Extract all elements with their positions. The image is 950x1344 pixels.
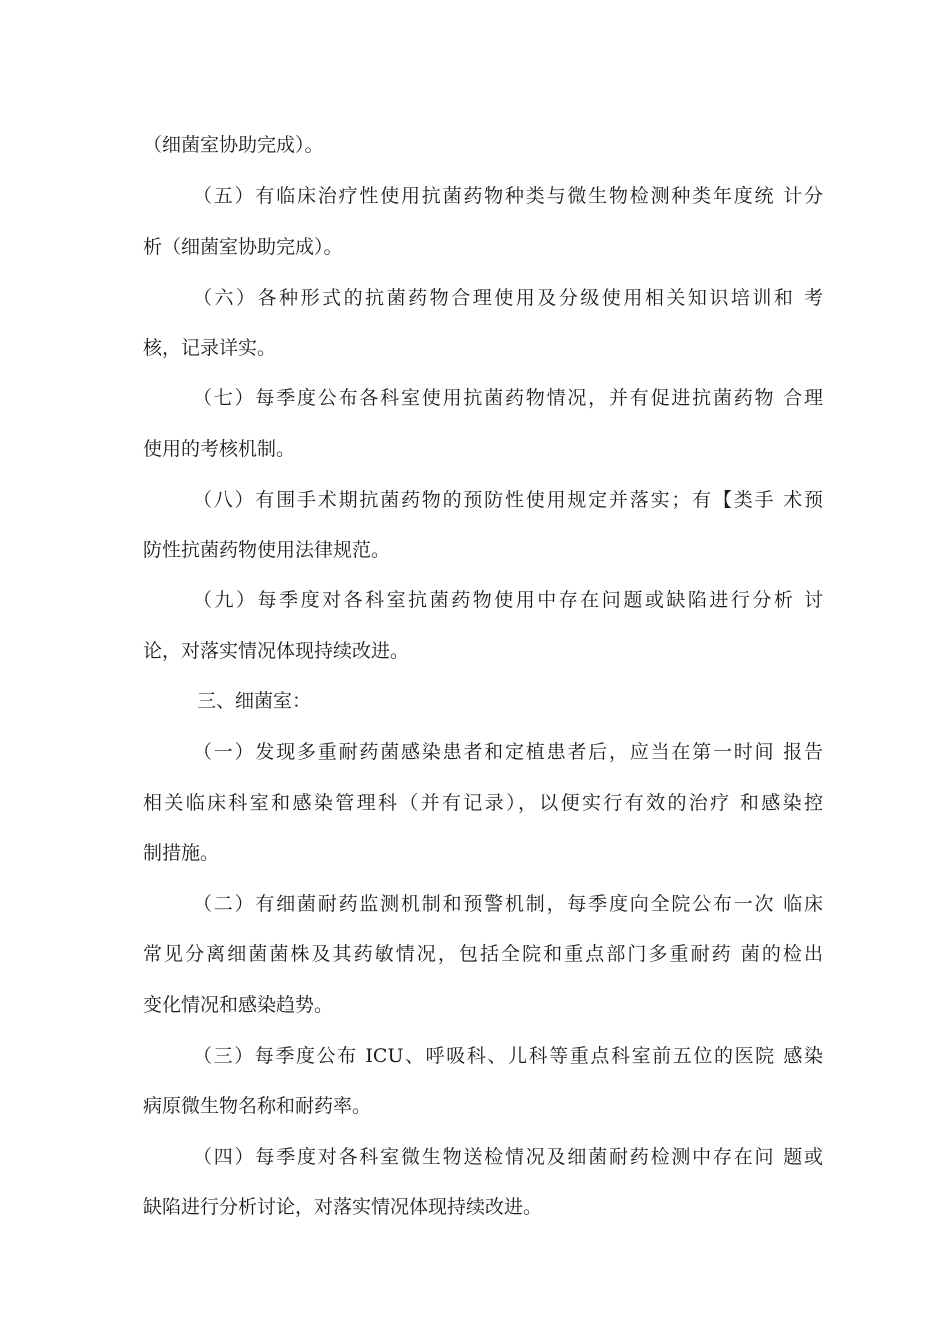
section3-item-2-line-1: （二）有细菌耐药监测机制和预警机制，每季度向全院公布一次 临床: [193, 893, 823, 915]
paragraph-7-line-2: 使用的考核机制。: [143, 438, 296, 460]
paragraph-8-line-1: （八）有围手术期抗菌药物的预防性使用规定并落实；有【类手 术预: [193, 489, 823, 511]
paragraph-9-line-1: （九）每季度对各科室抗菌药物使用中存在问题或缺陷进行分析 讨: [193, 589, 823, 611]
paragraph-7-line-1: （七）每季度公布各科室使用抗菌药物情况，并有促进抗菌药物 合理: [193, 387, 823, 409]
paragraph-5-line-1: （五）有临床治疗性使用抗菌药物种类与微生物检测种类年度统 计分: [193, 185, 823, 207]
paragraph-9-line-2: 论，对落实情况体现持续改进。: [143, 640, 410, 662]
section3-item-3-line-2: 病原微生物名称和耐药率。: [143, 1095, 372, 1117]
paragraph-6-line-2: 核，记录详实。: [143, 337, 277, 359]
section3-item-2-line-3: 变化情况和感染趋势。: [143, 994, 334, 1016]
section3-item-1-line-2: 相关临床科室和感染管理科（并有记录），以便实行有效的治疗 和感染控: [143, 792, 823, 814]
section3-item-2-line-2: 常见分离细菌菌株及其药敏情况，包括全院和重点部门多重耐药 菌的检出: [143, 943, 823, 965]
section3-item-1-line-3: 制措施。: [143, 842, 220, 864]
section3-item-4-line-2: 缺陷进行分析讨论，对落实情况体现持续改进。: [143, 1196, 543, 1218]
paragraph-5-line-2: 析（细菌室协助完成）。: [143, 236, 343, 258]
paragraph-6-line-1: （六）各种形式的抗菌药物合理使用及分级使用相关知识培训和 考: [193, 287, 823, 309]
section3-item-1-line-1: （一）发现多重耐药菌感染患者和定植患者后，应当在第一时间 报告: [193, 741, 823, 763]
text-line: （细菌室协助完成）。: [143, 134, 324, 156]
section3-item-4-line-1: （四）每季度对各科室微生物送检情况及细菌耐药检测中存在问 题或: [193, 1146, 823, 1168]
paragraph-8-line-2: 防性抗菌药物使用法律规范。: [143, 539, 391, 561]
section3-item-3-line-1: （三）每季度公布 ICU、呼吸科、儿科等重点科室前五位的医院 感染: [193, 1045, 823, 1067]
section-heading: 三、细菌室：: [197, 690, 312, 712]
